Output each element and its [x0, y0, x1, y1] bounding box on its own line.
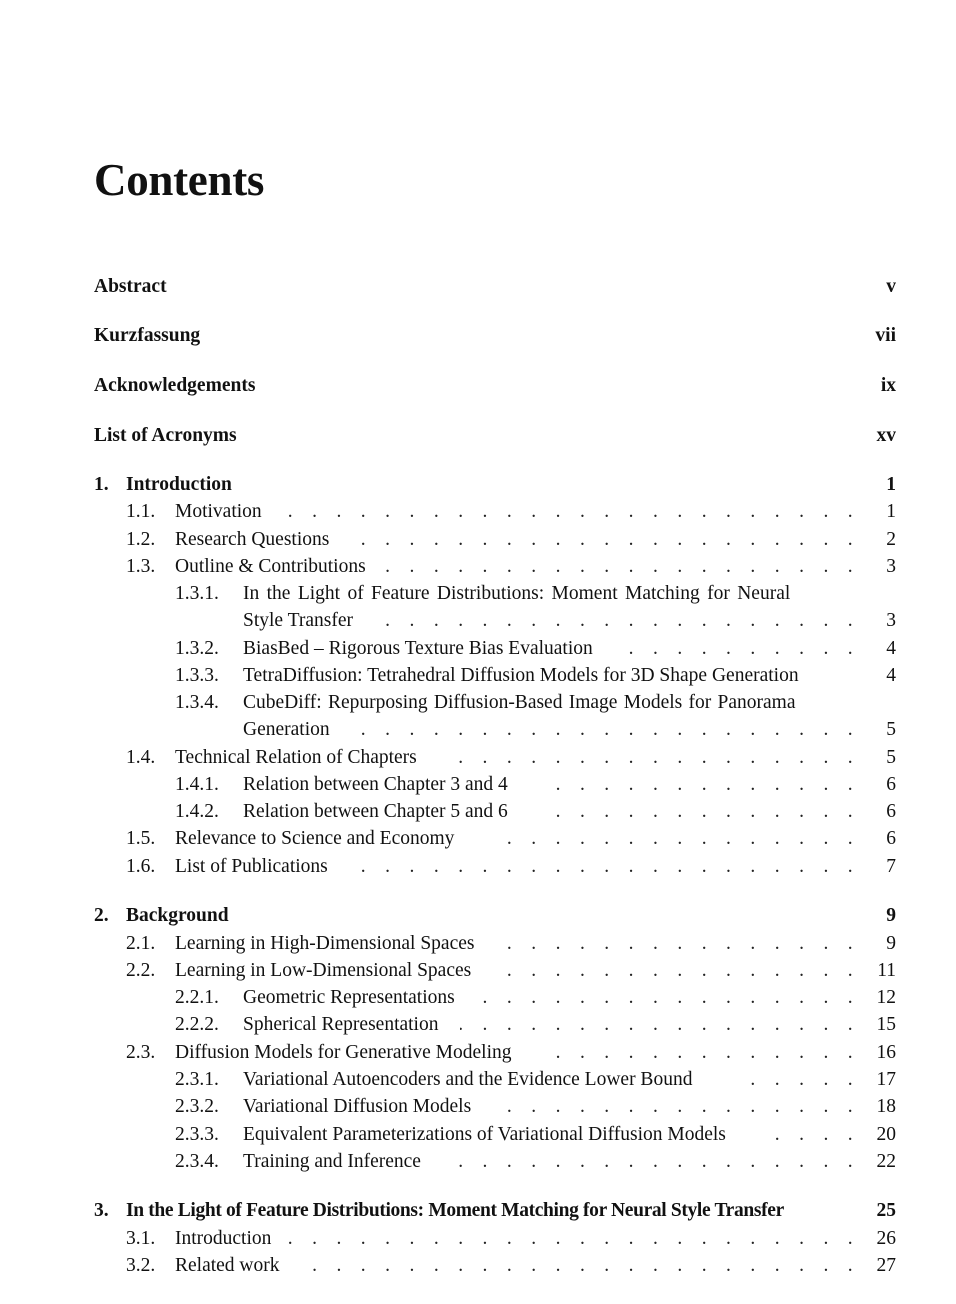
toc-leader-dots [776, 1121, 860, 1149]
page-title: Contents [94, 155, 265, 205]
toc-section-1-4[interactable] [0, 744, 956, 772]
toc-entry-acknowledgements[interactable] [0, 372, 956, 400]
toc-number: 1.4. [126, 747, 156, 768]
toc-title: Equivalent Parameterizations of Variational Diffusion Models [243, 1124, 726, 1145]
toc-page: 5 [886, 747, 896, 768]
toc-page: 16 [876, 1042, 896, 1063]
toc-number: 1. [94, 474, 109, 495]
toc-page: 6 [886, 801, 896, 822]
toc-page: 3 [886, 556, 896, 577]
toc-number: 1.4.2. [175, 801, 219, 822]
toc-page: 11 [877, 960, 896, 981]
toc-title-line-2: Style Transfer [243, 610, 353, 631]
toc-label: List of Acronyms [94, 425, 237, 446]
toc-subsection-2-3-4[interactable] [0, 1148, 956, 1176]
toc-leader-dots [346, 853, 860, 881]
toc-section-3-2[interactable] [0, 1252, 956, 1280]
toc-title: Relevance to Science and Economy [175, 828, 455, 849]
toc-title: Learning in High-Dimensional Spaces [175, 933, 475, 954]
toc-section-2-1[interactable] [0, 930, 956, 958]
toc-number: 2.3.2. [175, 1096, 219, 1117]
toc-title: Relation between Chapter 3 and 4 [243, 774, 508, 795]
toc-subsection-1-3-2[interactable] [0, 635, 956, 663]
toc-number: 2.3.3. [175, 1124, 219, 1145]
toc-leader-dots [460, 1011, 860, 1039]
toc-page: 15 [876, 1014, 896, 1035]
toc-title: Background [126, 905, 229, 926]
toc-subsection-2-2-2[interactable] [0, 1011, 956, 1039]
toc-subsection-1-4-1[interactable] [0, 771, 956, 799]
toc-page: 22 [876, 1151, 896, 1172]
toc-page: 1 [886, 474, 896, 495]
toc-number: 1.2. [126, 529, 156, 550]
toc-page: xv [876, 425, 896, 446]
toc-label: Acknowledgements [94, 375, 256, 396]
toc-section-2-3[interactable] [0, 1039, 956, 1067]
toc-number: 3.2. [126, 1255, 156, 1276]
toc-subsection-1-3-3[interactable] [0, 662, 956, 690]
toc-page: 7 [886, 856, 896, 877]
toc-title-line-1: In the Light of Feature Distributions: Moment Matching for Neural [243, 583, 791, 604]
toc-leader-dots [488, 825, 860, 853]
toc-number: 1.3.2. [175, 638, 219, 659]
toc-page: 25 [876, 1200, 896, 1221]
toc-leader-dots [286, 1225, 860, 1253]
toc-page: 27 [876, 1255, 896, 1276]
toc-page: 20 [876, 1124, 896, 1145]
toc-title: Variational Autoencoders and the Evidence Lower Bound [243, 1069, 693, 1090]
toc-page: 9 [886, 905, 896, 926]
toc-page: 4 [886, 638, 896, 659]
toc-section-3-1[interactable] [0, 1225, 956, 1253]
toc-page: 3 [886, 610, 896, 631]
toc-leader-dots [272, 498, 860, 526]
toc-subsection-1-3-1-cont[interactable] [0, 607, 956, 635]
toc-leader-dots [442, 744, 860, 772]
toc-title: BiasBed – Rigorous Texture Bias Evaluation [243, 638, 593, 659]
toc-subsection-2-3-3[interactable] [0, 1121, 956, 1149]
toc-subsection-1-3-4[interactable] [0, 689, 956, 717]
toc-number: 1.3.4. [175, 692, 219, 713]
toc-section-1-6[interactable] [0, 853, 956, 881]
toc-entry-abstract[interactable] [0, 273, 956, 301]
toc-section-1-5[interactable] [0, 825, 956, 853]
toc-number: 3.1. [126, 1228, 156, 1249]
toc-title: Motivation [175, 501, 262, 522]
toc-subsection-1-3-4-cont[interactable] [0, 716, 956, 744]
toc-title: Research Questions [175, 529, 330, 550]
toc-title: Training and Inference [243, 1151, 421, 1172]
toc-title: Learning in Low-Dimensional Spaces [175, 960, 472, 981]
toc-section-1-1[interactable] [0, 498, 956, 526]
toc-subsection-2-3-2[interactable] [0, 1093, 956, 1121]
toc-leader-dots [346, 526, 860, 554]
toc-title: Variational Diffusion Models [243, 1096, 472, 1117]
toc-page: 4 [886, 665, 896, 686]
toc-number: 2.3.1. [175, 1069, 219, 1090]
toc-leader-dots [628, 635, 860, 663]
toc-leader-dots [366, 607, 860, 635]
toc-page: vii [875, 325, 896, 346]
toc-leader-dots [386, 553, 860, 581]
toc-number: 2.1. [126, 933, 156, 954]
toc-subsection-2-2-1[interactable] [0, 984, 956, 1012]
toc-leader-dots [508, 930, 860, 958]
toc-subsection-1-3-1[interactable] [0, 580, 956, 608]
toc-title: Technical Relation of Chapters [175, 747, 417, 768]
toc-page: 6 [886, 828, 896, 849]
toc-number: 2.2.1. [175, 987, 219, 1008]
toc-label: Abstract [94, 276, 167, 297]
toc-number: 1.3.3. [175, 665, 219, 686]
toc-number: 2.3. [126, 1042, 156, 1063]
toc-title: In the Light of Feature Distributions: Moment Matching for Neural Style Transfer [126, 1200, 784, 1221]
toc-title: TetraDiffusion: Tetrahedral Diffusion Models for 3D Shape Generation [243, 665, 799, 686]
toc-leader-dots [536, 771, 860, 799]
toc-leader-dots [345, 716, 860, 744]
toc-page: 6 [886, 774, 896, 795]
toc-leader-dots [508, 957, 860, 985]
toc-page: 9 [886, 933, 896, 954]
toc-title-line-2: Generation [243, 719, 330, 740]
toc-page: 2 [886, 529, 896, 550]
toc-page: 5 [886, 719, 896, 740]
toc-page: v [886, 276, 896, 297]
toc-leader-dots [496, 1093, 860, 1121]
toc-leader-dots [442, 1148, 860, 1176]
toc-page: ix [880, 375, 896, 396]
toc-leader-dots [478, 984, 860, 1012]
toc-section-1-2[interactable] [0, 526, 956, 554]
toc-number: 2.2.2. [175, 1014, 219, 1035]
toc-subsection-2-3-1[interactable] [0, 1066, 956, 1094]
toc-chapter-2[interactable] [0, 902, 956, 930]
toc-page: 12 [876, 987, 896, 1008]
toc-page: 17 [876, 1069, 896, 1090]
toc-title: Relation between Chapter 5 and 6 [243, 801, 508, 822]
toc-title: Spherical Representation [243, 1014, 439, 1035]
toc-leader-dots [740, 1066, 860, 1094]
toc-title: List of Publications [175, 856, 328, 877]
toc-title: Introduction [126, 474, 232, 495]
toc-leader-dots [536, 798, 860, 826]
toc-title-line-1: CubeDiff: Repurposing Diffusion-Based Image Models for Panorama [243, 692, 796, 713]
toc-page: 26 [876, 1228, 896, 1249]
toc-title: Introduction [175, 1228, 272, 1249]
toc-number: 1.3. [126, 556, 156, 577]
toc-title: Outline & Contributions [175, 556, 366, 577]
toc-number: 2. [94, 905, 109, 926]
toc-number: 2.3.4. [175, 1151, 219, 1172]
toc-chapter-3[interactable] [0, 1197, 956, 1225]
toc-number: 3. [94, 1200, 109, 1221]
toc-number: 1.6. [126, 856, 156, 877]
toc-entry-list-of-acronyms[interactable] [0, 422, 956, 450]
toc-number: 1.1. [126, 501, 156, 522]
toc-number: 1.3.1. [175, 583, 219, 604]
toc-number: 1.4.1. [175, 774, 219, 795]
toc-number: 1.5. [126, 828, 156, 849]
toc-leader-dots [296, 1252, 860, 1280]
toc-entry-kurzfassung[interactable] [0, 322, 956, 350]
toc-title: Geometric Representations [243, 987, 455, 1008]
toc-number: 2.2. [126, 960, 156, 981]
toc-title: Related work [175, 1255, 280, 1276]
toc-chapter-1[interactable] [0, 471, 956, 499]
toc-section-2-2[interactable] [0, 957, 956, 985]
toc-subsection-1-4-2[interactable] [0, 798, 956, 826]
toc-page: 1 [886, 501, 896, 522]
toc-title: Diffusion Models for Generative Modeling [175, 1042, 512, 1063]
toc-section-1-3[interactable] [0, 553, 956, 581]
toc-page: 18 [876, 1096, 896, 1117]
toc-label: Kurzfassung [94, 325, 201, 346]
toc-leader-dots [554, 1039, 860, 1067]
